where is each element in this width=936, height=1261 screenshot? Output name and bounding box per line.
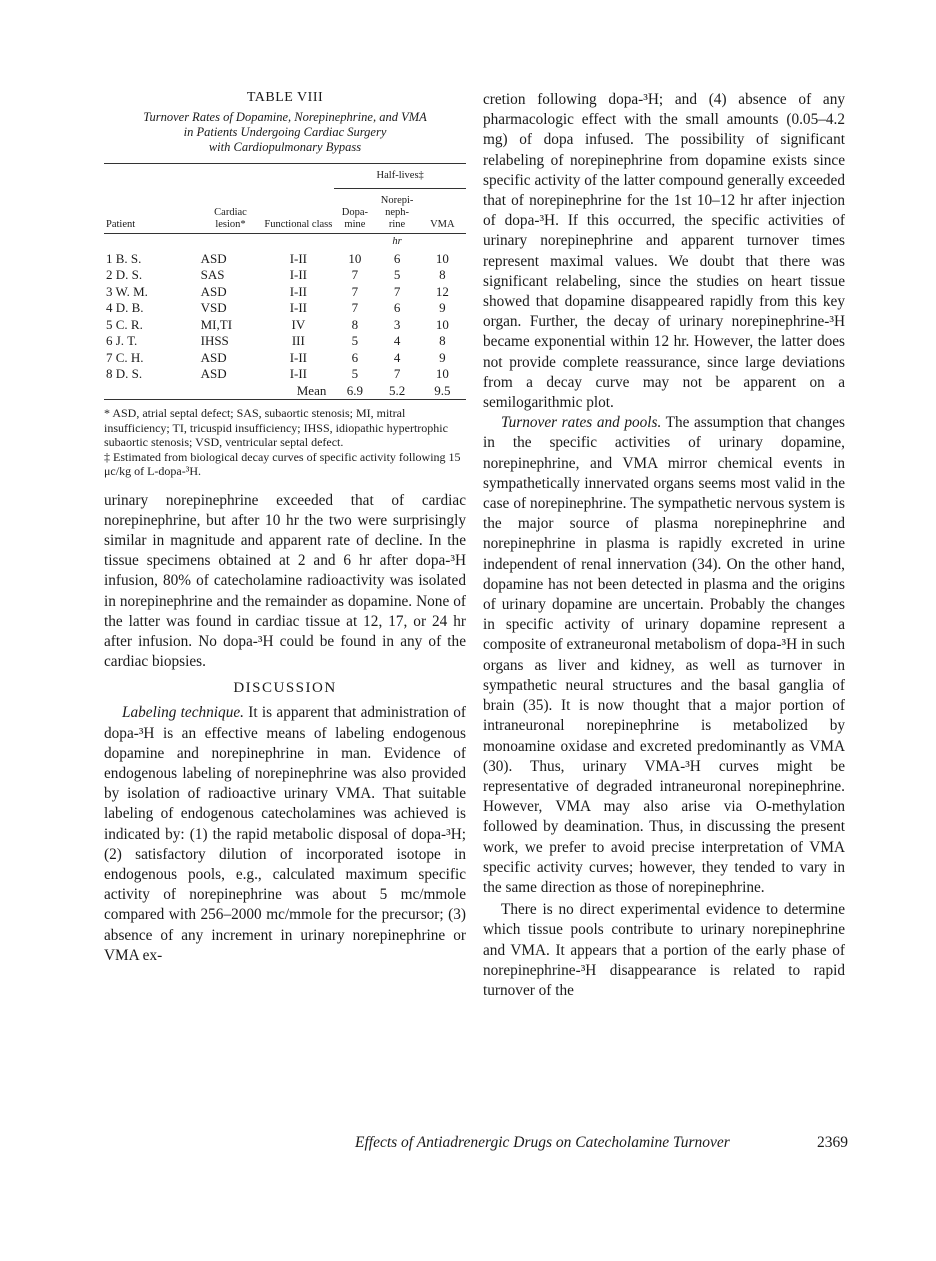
table-row	[104, 251, 466, 268]
cell-vma: 12	[435, 283, 449, 299]
col-functional-class: Functional class	[264, 219, 333, 230]
table-row	[104, 284, 466, 301]
paragraph: urinary norepinephrine exceeded that of cardiac norepinephrine, but after 10 hr the two were surprisingly similar in magnitude and apparent rate of decline. In the tissue specimens obtained at 2 and 6 hr after dopa-³H infusion, 80% of catecholamine radioactivity was isolated in norepinephrine and the remainder as dopamine. None of the latter was found in cardiac tissue at 12, 17, or 24 hr after infusion. No dopa-³H could be found in any of the cardiac biopsies.	[104, 491, 466, 671]
paragraph: cretion following dopa-³H; and (4) absence of any pharmacologic effect with the small amounts (0.05–4.2 mg) of dopa infused. The possibility of significant relabeling of norepinephrine from dopamine exists since specific activity of the latter compound generally exceeded that of norepinephrine for the 1st 10–12 hr after injection of dopa-³H. If this occurred, the specific activities of urinary norepinephrine and apparent turnover times represent maximal values. We doubt that there was significant relabeling, since the studies on heart tissue showed that dopamine disappeared rapidly from this key organ. Further, the decay of urinary norepinephrine-³H became exponential within 12 hr. However, the latter does not provide complete reassurance, since large deviations from a decay curve may not be apparent on a semilogarithmic plot.	[483, 91, 845, 412]
table-row	[104, 267, 466, 284]
cell-norepinephrine: 4	[393, 349, 401, 365]
cell-vma: 10	[435, 316, 449, 332]
mean-row	[104, 383, 466, 400]
cell-vma: 8	[439, 267, 446, 282]
cell-vma: 9	[439, 300, 446, 315]
cell-norepinephrine: 6	[393, 250, 401, 266]
caption-line: in Patients Undergoing Cardiac Surgery	[183, 125, 387, 139]
cell-lesion: ASD	[200, 366, 227, 381]
cell-dopamine: 10	[348, 250, 362, 266]
cell-patient: 2 D. S.	[106, 267, 143, 282]
paragraph	[104, 703, 466, 966]
col-norepinephrine: Norepi- neph- rine	[380, 195, 414, 230]
cell-vma: 10	[435, 250, 449, 266]
cell-dopamine: 7	[351, 267, 359, 282]
left-column	[104, 90, 466, 966]
table-title: TABLE VIII	[246, 90, 324, 105]
cell-patient: 6 J. T.	[106, 333, 138, 348]
cell-lesion: ASD	[200, 349, 227, 365]
cell-patient: 3 W. M.	[106, 283, 148, 299]
cell-vma: 10	[435, 366, 449, 381]
table-footnotes	[104, 399, 466, 479]
cell-norepinephrine: 5	[393, 267, 401, 282]
paragraph-text: It is apparent that administration of dopa-³H is an effective means of labeling endogenous dopamine and norepinephrine in man. Evidence of endogenous labeling of norepinephrine was also provided by isolation of radioactive urinary VMA. That suitable labeling of endogenous catecholamines was achieved is indicated by: (1) the rapid metabolic disposal of dopa-³H; (2) satisfactory dilution of incorporated isotope in endogenous pools, e.g., calculated maximum specific activity of norepinephrine was about 5 mc/mmole compared with 256–2000 mc/mmole for the precursor; (3) absence of any increment in urinary norepinephrine or VMA ex-	[104, 704, 466, 964]
cell-dopamine: 6	[351, 349, 359, 365]
table-caption	[104, 110, 466, 155]
cell-lesion: VSD	[200, 300, 227, 315]
caption-line: with Cardiopulmonary Bypass	[208, 140, 362, 154]
cell-lesion: ASD	[200, 283, 227, 299]
right-column	[483, 90, 845, 1001]
col-vma: VMA	[430, 219, 455, 230]
section-heading: DISCUSSION	[233, 680, 337, 697]
cell-norepinephrine: 6	[393, 300, 401, 315]
paragraph: There is no direct experimental evidence to determine which tissue pools contribute to urinary norepinephrine and VMA. It appears that a portion of the early phase of norepinephrine-³H disappearance is related to rapid turnover of the	[483, 901, 845, 999]
cell-norepinephrine: 4	[393, 333, 401, 348]
cell-patient: 5 C. R.	[106, 316, 143, 332]
cell-class: I-II	[289, 267, 308, 282]
table-row	[104, 333, 466, 350]
cell-patient: 4 D. B.	[106, 300, 144, 315]
mean-vma: 9.5	[434, 382, 451, 398]
cell-dopamine: 5	[351, 366, 359, 381]
cell-norepinephrine: 7	[393, 366, 401, 381]
turnover-table	[104, 163, 466, 399]
cell-vma: 9	[439, 349, 446, 365]
footnote-lesions: * ASD, atrial septal defect; SAS, subaortic stenosis; MI, mitral insufficiency; TI, tricuspid insufficiency; IHSS, idiopathic hypertrophic subaortic stenosis; VSD, ventricular septal defect.	[104, 406, 448, 449]
table-block	[104, 90, 466, 479]
paragraph	[483, 413, 845, 898]
mean-norepinephrine: 5.2	[388, 382, 406, 398]
cell-class: I-II	[289, 349, 308, 365]
paragraph-text: The assumption that changes in the specific activities of urinary dopamine, norepinephrine, and VMA mirror chemical events in sympathetically innervated organs seems most valid in the case of norepinephrine. The sympathetic nervous system is the major source of plasma norepinephrine and norepinephrine in plasma is rapidly excreted in urine independent of renal innervation (34). On the other hand, dopamine has not been detected in plasma and the origins of urinary dopamine are uncertain. Probably the changes in specific activity of urinary dopamine represent a composite of extraneuronal metabolism of dopa-³H in such organs as liver and kidney, as well as turnover in sympathetic neural structures and the basal ganglia of brain (35). It is now thought that a major portion of intraneuronal norepinephrine is metabolized by monoamine oxidase and excreted predominantly as VMA (30). Thus, urinary VMA-³H curves might be representative of degraded intraneuronal norepinephrine. However, VMA may also arise via O-methylation followed by deamination. Thus, in discussing the present work, we prefer to avoid precise interpretation of VMA specific activity curves; however, they tended to vary in the same direction as those of norepinephrine.	[483, 414, 846, 896]
unit-label: hr	[392, 236, 402, 247]
col-patient: Patient	[106, 219, 136, 230]
caption-line: Turnover Rates of Dopamine, Norepinephrine, and VMA	[143, 110, 427, 124]
page-number: 2369	[817, 1134, 848, 1151]
col-cardiac-lesion: Cardiac lesion*	[214, 207, 247, 230]
cell-lesion: SAS	[200, 267, 225, 282]
table-row	[104, 366, 466, 383]
cell-class: I-II	[289, 366, 308, 381]
mean-label: Mean	[296, 382, 327, 398]
cell-dopamine: 5	[351, 333, 359, 348]
cell-vma: 8	[439, 333, 446, 348]
table-row	[104, 300, 466, 317]
cell-lesion: ASD	[200, 250, 227, 266]
table-row	[104, 317, 466, 334]
cell-dopamine: 7	[351, 283, 359, 299]
cell-class: IV	[291, 316, 306, 332]
cell-norepinephrine: 7	[393, 283, 401, 299]
cell-class: I-II	[289, 250, 308, 266]
paragraph-lead: Turnover rates and pools.	[501, 414, 662, 432]
half-lives-header: Half-lives‡	[334, 164, 466, 189]
cell-lesion: MI,TI	[200, 316, 233, 332]
col-dopamine: Dopa- mine	[341, 207, 369, 230]
cell-patient: 7 C. H.	[106, 349, 144, 365]
cell-dopamine: 8	[351, 316, 359, 332]
cell-class: I-II	[289, 300, 308, 315]
footnote-half-lives: ‡ Estimated from biological decay curves of specific activity following 15 μc/kg of L-dopa-³H.	[104, 449, 461, 478]
cell-norepinephrine: 3	[393, 316, 401, 332]
cell-dopamine: 7	[351, 300, 359, 315]
paragraph-lead: Labeling technique.	[122, 704, 244, 722]
cell-lesion: IHSS	[200, 333, 229, 348]
cell-patient: 1 B. S.	[106, 250, 142, 266]
running-footer-title: Effects of Antiadrenergic Drugs on Catecholamine Turnover	[355, 1134, 730, 1151]
table-row	[104, 350, 466, 367]
mean-dopamine: 6.9	[346, 382, 364, 398]
cell-class: III	[291, 333, 305, 348]
cell-patient: 8 D. S.	[106, 366, 143, 381]
cell-class: I-II	[289, 283, 308, 299]
